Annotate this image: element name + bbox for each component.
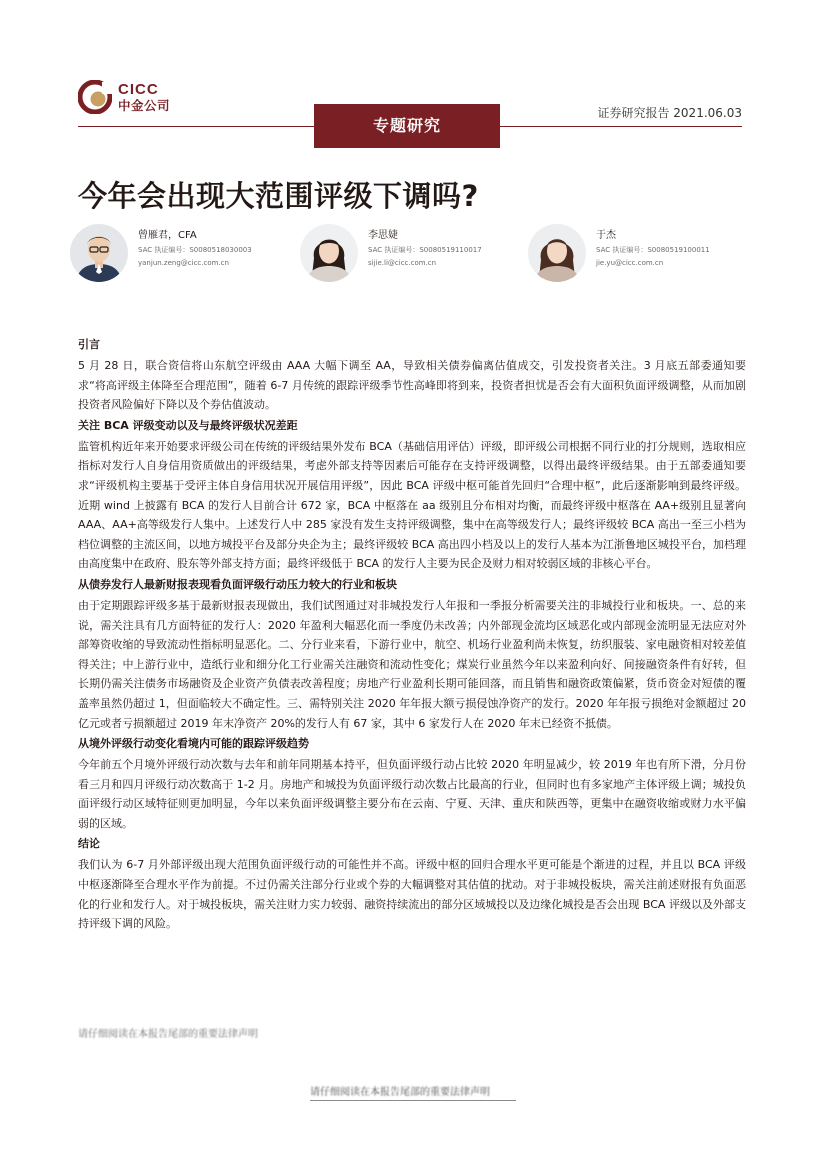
author-email: yanjun.zeng@cicc.com.cn xyxy=(138,259,229,267)
author-photo-avatar xyxy=(300,224,358,282)
author-email: sijie.li@cicc.com.cn xyxy=(368,259,437,267)
author-name: 李思婕 xyxy=(368,230,398,241)
page-footer: 请仔细阅读在本报告尾部的重要法律声明 xyxy=(310,1087,490,1098)
section-paragraph: 我们认为 6-7 月外部评级出现大范围负面评级行动的可能性并不高。评级中枢的回归合理水平更可能是个渐进的过程，并且以 BCA 评级中枢逐渐降至合理水平作为前提。不过仍需关注部分行业或个券的大幅调整对其估值的扰动。对于非城投板块，需关注前述财报有负面恶化的行业和发行人。对于城投板块，需关注财力实力较弱、融资持续流出的部分区域城投以及边缘化城投是否会出现 BCA 评级以及外部支持评级下调的风险。 xyxy=(78,858,746,931)
author-name: 于杰 xyxy=(596,230,616,241)
author-email: jie.yu@cicc.com.cn xyxy=(596,259,664,267)
disclaimer-note: 请仔细阅读在本报告尾部的重要法律声明 xyxy=(78,1029,258,1040)
author-photo-avatar xyxy=(70,224,128,282)
section-heading: 引言 xyxy=(78,338,100,351)
author-license: SAC 执证编号：S0080519110017 xyxy=(368,246,482,254)
cicc-logo xyxy=(78,78,178,118)
page-title: 今年会出现大范围评级下调吗? xyxy=(78,179,479,213)
footer-rule xyxy=(310,1100,516,1101)
brand-cn: 中金公司 xyxy=(118,98,171,113)
section-heading: 从境外评级行动变化看境内可能的跟踪评级趋势 xyxy=(78,737,309,751)
brand-en: CICC xyxy=(118,81,159,98)
author-photo-avatar xyxy=(528,224,586,282)
section-heading: 从债券发行人最新财报表现看负面评级行动压力较大的行业和板块 xyxy=(78,577,397,591)
section-paragraph: 5 月 28 日，联合资信将山东航空评级由 AAA 大幅下调至 AA，导致相关债券偏离估值成交，引发投资者关注。3 月底五部委通知要求“将高评级主体降至合理范围”，随着 6-7 月传统的跟踪评级季节性高峰即将到来，投资者担忧是否会有大面积负面评级调整，从而加剧投资者风险偏好下降以及个券估值波动。 xyxy=(78,359,746,412)
section-paragraph: 由于定期跟踪评级多基于最新财报表现做出，我们试图通过对非城投发行人年报和一季报分析需要关注的非城投行业和板块。一、总的来说，需关注具有几方面特征的发行人：2020 年盈利大幅恶化而一季度仍未改善；内外部现金流均区域恶化或内部现金流明显无法应对外部筹资收缩的导致流动性指标明显恶化。二、分行业来看，下游行业中，航空、机场行业盈利尚未恢复，纺织服装、家电融资相对较差值得关注；中上游行业中，造纸行业和细分化工行业需关注融资和流动性变化；煤炭行业虽然今年以来盈利向好、间接融资条件有好转，但长期仍需关注债务市场融资及企业资产负债表改善程度；房地产行业盈利长期可能回落，而且销售和融资政策偏紧，货币资金对短债的覆盖率虽然仍超过 1，但面临较大不确定性。三、需特别关注 2020 年年报大额亏损侵蚀净资产的发行。2020 年年报亏损绝对金额超过 20 亿元或者亏损额超过 2019 年末净资产 20%的发行人有 67 家，其中 6 家发行人在 2020 年末已经资不抵债。 xyxy=(78,598,746,730)
report-body xyxy=(78,334,746,934)
section-heading: 结论 xyxy=(78,837,100,851)
section-paragraph: 监管机构近年来开始要求评级公司在传统的评级结果外发布 BCA（基础信用评估）评级，即评级公司根据不同行业的打分规则，选取相应指标对发行人自身信用资质做出的评级结果，考虑外部支持等因素后可能存在支持评级调整，以得出最终评级结果。由于五部委通知要求“评级机构主要基于受评主体自身信用状况开展信用评级”，因此 BCA 评级中枢可能首先回归“合理中枢”，此后逐渐影响到最终评级。近期 wind 上披露有 BCA 的发行人目前合计 672 家，BCA 中枢落在 aa 级别且分布相对均衡，而最终评级中枢落在 AA+级别且显著向 AAA、AA+高等级发行人集中。上述发行人中 285 家没有发生支持评级调整，集中在高等级发行人；最终评级较 BCA 高出一至三小档为档位调整的主流区间，以地方城投平台及部分央企为主；最终评级较 BCA 高出四小档及以上的发行人基本为江浙鲁地区城投平台，加档理由高度集中在政府、股东等外部支持方面；最终评级低于 BCA 的发行人主要为民企及财力相对较弱区域的非核心平台。 xyxy=(78,439,746,571)
cicc-logo-mark-icon xyxy=(78,80,112,114)
section-banner: 专题研究 xyxy=(314,104,500,148)
report-info: 证券研究报告 2021.06.03 xyxy=(597,106,742,120)
author-license: SAC 执证编号：S0080518030003 xyxy=(138,246,252,254)
section-paragraph: 今年前五个月境外评级行动次数与去年和前年同期基本持平，但负面评级行动占比较 2020 年明显减少，较 2019 年也有所下滑，分月份看三月和四月评级行动次数高于 1-2 月。房地产和城投为负面评级行动次数占比最高的行业，但同时也有多家地产主体评级上调；城投负面评级行动区域特征则更加明显，今年以来负面评级调整主要分布在云南、宁夏、天津、重庆和陕西等，更集中在融资收缩或财力水平偏弱的区域。 xyxy=(78,758,746,830)
section-heading: 关注 BCA 评级变动以及与最终评级状况差距 xyxy=(78,418,298,432)
author-name: 曾雁君，CFA xyxy=(138,230,197,241)
author-license: SAC 执证编号：S0080519100011 xyxy=(596,246,710,254)
